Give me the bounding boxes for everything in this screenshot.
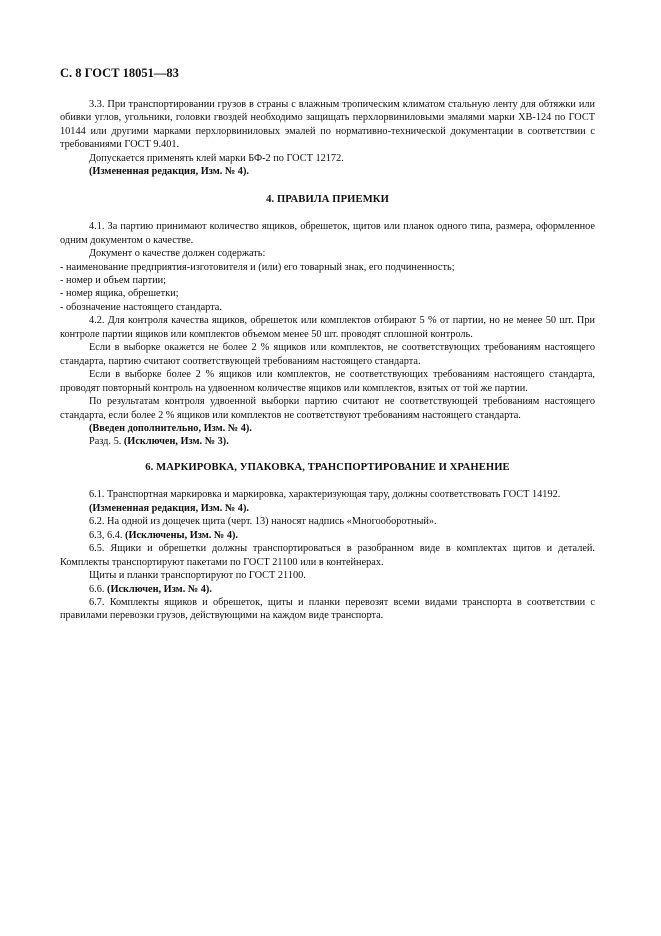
amendment-note: (Исключены, Изм. № 4). (125, 529, 238, 541)
paragraph-6-3-prefix: 6.3, 6.4. (89, 529, 126, 541)
amendment-note: (Измененная редакция, Изм. № 4). (89, 166, 249, 178)
section-5-removed (60, 435, 595, 448)
amendment-note: (Исключен, Изм. № 4). (107, 583, 212, 595)
paragraph-6-2: 6.2. На одной из дощечек щита (черт. 13) наносят надпись «Многооборотный». (89, 516, 437, 528)
list-item: - номер и объем партии; (60, 274, 166, 286)
paragraph-4-2-c: Если в выборке более 2 % ящиков или комплектов, не соответствующих требованиям настоящего стандарта, проводят повторный контроль на удвоенном количестве ящиков или комплектов, взятых от той же партии. (60, 369, 595, 394)
paragraph-6-6 (60, 583, 595, 596)
paragraph-6-7: 6.7. Комплекты ящиков и обрешеток, щиты и планки перевозят всеми видами транспорта в соответствии с правилами перевозки грузов, действующими на каждом виде транспорта. (60, 596, 595, 622)
section-4-heading: 4. ПРАВИЛА ПРИЕМКИ (266, 193, 389, 205)
paragraph-6-5: 6.5. Ящики и обрешетки должны транспортироваться в разобранном виде в комплектах щитов и деталей. Комплекты транспортируют пакетами по ГОСТ 21100 или в контейнерах. (60, 543, 595, 568)
paragraph-6-5-b: Щиты и планки транспортируют по ГОСТ 21100. (89, 570, 306, 582)
list-item: - номер ящика, обрешетки; (60, 288, 179, 300)
paragraph-4-2-d: По результатам контроля удвоенной выборки партию считают не соответствующей требованиям настоящего стандарта, если более 2 % ящиков или комплектов не соответствуют требованиям настоящего стандарта. (60, 396, 595, 421)
paragraph-6-1: 6.1. Транспортная маркировка и маркировка, характеризующая тару, должны соответствовать ГОСТ 14192. (89, 489, 561, 501)
amendment-note: (Введен дополнительно, Изм. № 4). (89, 422, 252, 434)
document-body (60, 98, 595, 623)
section-5-prefix: Разд. 5. (89, 436, 124, 448)
page-header: С. 8 ГОСТ 18051—83 (60, 66, 179, 80)
amendment-note: (Измененная редакция, Изм. № 4). (89, 502, 249, 514)
paragraph-4-1: 4.1. За партию принимают количество ящиков, обрешеток, щитов или планок одного типа, размера, оформленное одним документом о качестве. (60, 221, 595, 246)
paragraph-4-2-b: Если в выборке окажется не более 2 % ящиков или комплектов, не соответствующих требованиям настоящего стандарта, партию считают соответствующей требованиям настоящего стандарта. (60, 342, 595, 367)
amendment-note: (Исключен, Изм. № 3). (123, 436, 229, 448)
paragraph-6-6-prefix: 6.6. (89, 583, 108, 595)
paragraph-4-2: 4.2. Для контроля качества ящиков, обрешеток или комплектов отбирают 5 % от партии, но не менее 50 шт. При контроле партии ящиков или комплектов объемом менее 50 шт. проводят сплошной контроль. (60, 315, 595, 340)
paragraph-3-3-glue: Допускается применять клей марки БФ-2 по ГОСТ 12172. (89, 152, 344, 164)
list-item: - обозначение настоящего стандарта. (60, 301, 222, 313)
paragraph-3-3: 3.3. При транспортировании грузов в страны с влажным тропическим климатом стальную ленту для обтяжки или обивки углов, угольники, головки гвоздей необходимо защищать перхлорвиниловыми эмалями марки ХВ-124 по ГОСТ 10144 или другими марками перхлорвиниловых эмалей по нормативно-технической документации в соответствии с требованиями ГОСТ 9.401. (60, 99, 595, 151)
section-6-heading: 6. МАРКИРОВКА, УПАКОВКА, ТРАНСПОРТИРОВАНИЕ И ХРАНЕНИЕ (145, 461, 510, 473)
list-item: - наименование предприятия-изготовителя и (или) его товарный знак, его подчиненность; (60, 261, 455, 273)
paragraph-4-1-doc: Документ о качестве должен содержать: (89, 248, 266, 260)
paragraph-6-3-6-4 (60, 529, 595, 542)
